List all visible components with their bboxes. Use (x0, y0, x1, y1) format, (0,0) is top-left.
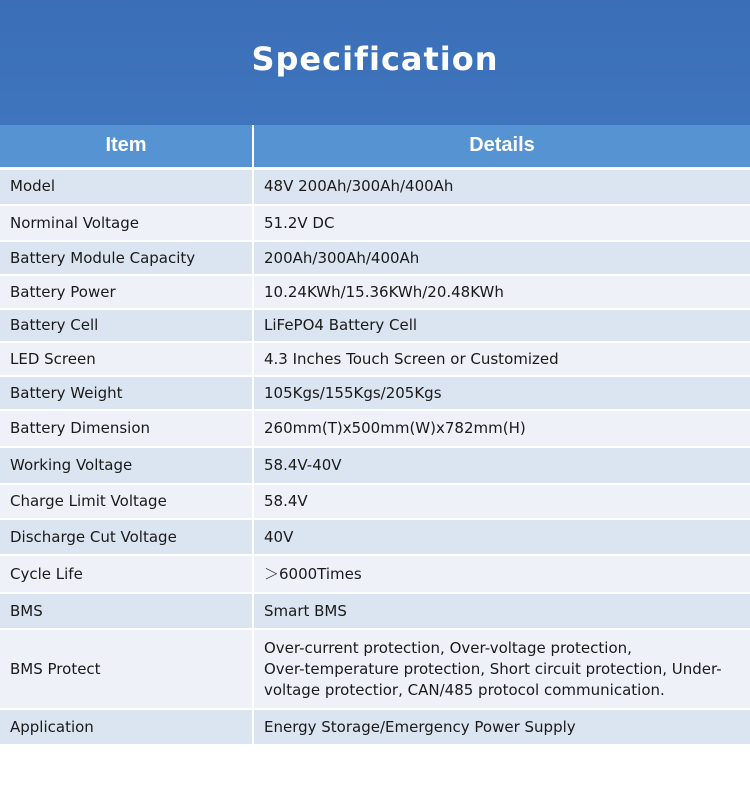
table-row (0, 275, 750, 309)
page-title: Specification (251, 39, 499, 78)
row-details-cell: Energy Storage/Emergency Power Supply (253, 709, 750, 745)
row-item-cell: Working Voltage (0, 447, 253, 484)
row-details-cell: 200Ah/300Ah/400Ah (253, 241, 750, 275)
table-row (0, 241, 750, 275)
row-details-cell: Smart BMS (253, 593, 750, 629)
row-item-cell: Discharge Cut Voltage (0, 519, 253, 555)
row-item-cell: Cycle Life (0, 555, 253, 593)
table-row (0, 205, 750, 241)
row-details-cell: LiFePO4 Battery Cell (253, 309, 750, 342)
table-row (0, 593, 750, 629)
row-item-cell: Battery Dimension (0, 410, 253, 447)
table-header-row (0, 125, 750, 168)
row-details-cell: 48V 200Ah/300Ah/400Ah (253, 168, 750, 205)
table-row (0, 309, 750, 342)
row-item-cell: Battery Module Capacity (0, 241, 253, 275)
row-item-cell: LED Screen (0, 342, 253, 376)
table-row (0, 168, 750, 205)
row-details-cell: Over-current protection, Over-voltage protection, Over-temperature protection, Short circuit protection, Under-voltage protectior, CAN/485 protocol communication. (253, 629, 750, 709)
row-details-cell: 58.4V (253, 484, 750, 519)
table-row (0, 410, 750, 447)
column-header-item: Item (0, 125, 253, 168)
specification-table (0, 125, 750, 746)
row-item-cell: BMS (0, 593, 253, 629)
row-details-cell: 4.3 Inches Touch Screen or Customized (253, 342, 750, 376)
row-item-cell: Norminal Voltage (0, 205, 253, 241)
row-item-cell: Charge Limit Voltage (0, 484, 253, 519)
row-item-cell: Battery Weight (0, 376, 253, 410)
row-item-cell: BMS Protect (0, 629, 253, 709)
table-row (0, 484, 750, 519)
specification-banner (0, 0, 750, 125)
row-item-cell: Application (0, 709, 253, 745)
table-row (0, 342, 750, 376)
row-item-cell: Battery Cell (0, 309, 253, 342)
table-row (0, 447, 750, 484)
row-details-cell: 260mm(T)x500mm(W)x782mm(H) (253, 410, 750, 447)
row-details-cell: 105Kgs/155Kgs/205Kgs (253, 376, 750, 410)
table-row (0, 555, 750, 593)
row-item-cell: Battery Power (0, 275, 253, 309)
table-row (0, 629, 750, 709)
row-details-cell: 51.2V DC (253, 205, 750, 241)
table-row (0, 376, 750, 410)
table-row (0, 519, 750, 555)
row-details-cell: ＞6000Times (253, 555, 750, 593)
table-row (0, 709, 750, 745)
row-details-cell: 40V (253, 519, 750, 555)
row-item-cell: Model (0, 168, 253, 205)
row-details-cell: 58.4V-40V (253, 447, 750, 484)
row-details-cell: 10.24KWh/15.36KWh/20.48KWh (253, 275, 750, 309)
column-header-details: Details (253, 125, 750, 168)
